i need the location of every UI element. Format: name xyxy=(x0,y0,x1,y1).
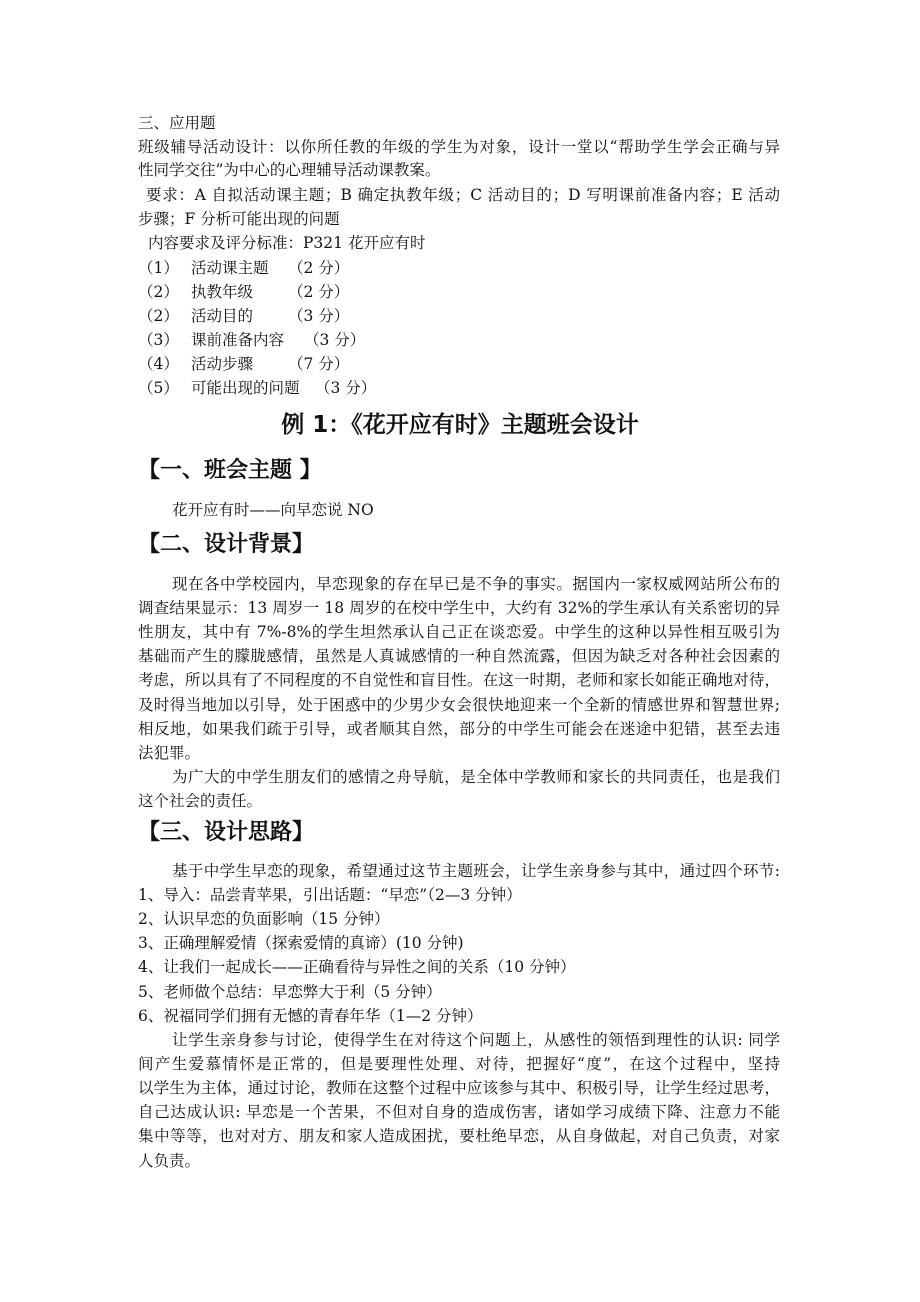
paragraph-line: 这个社会的责任。 xyxy=(138,792,263,810)
paragraph-line: 集中等等，也对对方、朋友和家人造成困扰，要杜绝早恋，从自身做起，对自己负责，对家 xyxy=(138,1127,780,1145)
score-item-label: 执教年级 xyxy=(191,283,254,301)
score-item-number: （3） xyxy=(138,331,179,349)
paragraph-line: 性朋友，其中有 7%-8%的学生坦然承认自己正在谈恋爱。中学生的这种以异性相互吸引为 xyxy=(138,623,780,641)
score-item-points: （7 分） xyxy=(288,355,350,373)
score-item-points: （3 分） xyxy=(288,307,350,325)
paragraph-line: 以学生为主体，通过讨论，教师在这整个过程中应该参与其中、积极引导，让学生经过思考， xyxy=(138,1079,780,1097)
score-item-label: 活动目的 xyxy=(191,307,254,325)
approach-heading: 【三、设计思路】 xyxy=(138,820,315,845)
score-item-label: 课前准备内容 xyxy=(191,331,285,349)
score-item-points: （2 分） xyxy=(288,259,350,277)
score-item xyxy=(138,258,349,278)
paragraph-line: 为广大的中学生朋友们的感情之舟导航，是全体中学教师和家长的共同责任，也是我们 xyxy=(172,768,780,786)
paragraph-line: 基础而产生的朦胧感情，虽然是人真诚感情的一种自然流露，但因为缺乏对各种社会因素的 xyxy=(138,647,780,665)
score-item xyxy=(138,330,365,350)
background-heading: 【二、设计背景】 xyxy=(138,532,315,557)
score-item xyxy=(138,282,349,302)
score-item-number: （2） xyxy=(138,307,179,325)
score-item-number: （4） xyxy=(138,355,179,373)
score-item-points: （3 分） xyxy=(315,379,377,397)
step-item: 5、老师做个总结：早恋弊大于利（5 分钟） xyxy=(138,983,442,1001)
paragraph-line: 及时得当地加以引导，处于困惑中的少男少女会很快地迎来一个全新的情感世界和智慧世界; xyxy=(138,696,780,714)
score-item-label: 可能出现的问题 xyxy=(191,379,300,397)
task-line-2: 性同学交往”为中心的心理辅导活动课教案。 xyxy=(138,161,441,179)
theme-text: 花开应有时——向早恋说 NO xyxy=(172,501,374,519)
step-item: 6、祝福同学们拥有无憾的青春年华（1—2 分钟） xyxy=(138,1007,483,1025)
step-item: 3、正确理解爱情（探索爱情的真谛）(10 分钟) xyxy=(138,934,464,952)
paragraph-line: 法犯罪。 xyxy=(138,744,201,762)
step-item: 1、导入：品尝青苹果，引出话题：“早恋”（2—3 分钟） xyxy=(138,886,522,904)
paragraph-line: 间产生爱慕情怀是正常的，但是要理性处理、对待，把握好“度”，在这个过程中，坚持 xyxy=(138,1055,780,1073)
requirements-line-1: 要求：A 自拟活动课主题；B 确定执教年级；C 活动目的；D 写明课前准备内容；E 活动 xyxy=(146,186,780,204)
step-item: 4、让我们一起成长——正确看待与异性之间的关系（10 分钟） xyxy=(138,958,576,976)
example-title: 例 1：《花开应有时》主题班会设计 xyxy=(281,412,639,438)
score-item-points: （3 分） xyxy=(304,331,366,349)
score-item-number: （1） xyxy=(138,259,179,277)
paragraph-line: 现在各中学校园内，早恋现象的存在早已是不争的事实。据国内一家权威网站所公布的 xyxy=(172,575,780,593)
score-item-label: 活动步骤 xyxy=(191,355,254,373)
score-item xyxy=(138,306,349,326)
score-item xyxy=(138,378,376,398)
approach-intro: 基于中学生早恋的现象，希望通过这节主题班会，让学生亲身参与其中，通过四个环节: xyxy=(172,862,780,880)
requirements-line-2: 步骤；F 分析可能出现的问题 xyxy=(138,210,340,228)
theme-heading: 【一、班会主题 】 xyxy=(138,458,322,483)
paragraph-line: 人负责。 xyxy=(138,1152,201,1170)
paragraph-line: 考虑，所以具有了不同程度的不自觉性和盲目性。在这一时期，老师和家长如能正确地对待， xyxy=(138,671,780,689)
criteria-line: 内容要求及评分标准：P321 花开应有时 xyxy=(148,234,426,252)
paragraph-line: 让学生亲身参与讨论，使得学生在对待这个问题上，从感性的领悟到理性的认识: 同学 xyxy=(172,1031,780,1049)
score-item-label: 活动课主题 xyxy=(191,259,269,277)
score-item xyxy=(138,354,349,374)
paragraph-line: 相反地，如果我们疏于引导，或者顺其自然，部分的中学生可能会在迷途中犯错，甚至去违 xyxy=(138,720,780,738)
task-line-1: 班级辅导活动设计：以你所任教的年级的学生为对象，设计一堂以“帮助学生学会正确与异 xyxy=(138,138,780,156)
section-title: 三、应用题 xyxy=(138,114,216,132)
score-item-points: （2 分） xyxy=(288,283,350,301)
score-item-number: （2） xyxy=(138,283,179,301)
score-item-number: （5） xyxy=(138,379,179,397)
paragraph-line: 调查结果显示：13 周岁一 18 周岁的在校中学生中，大约有 32%的学生承认有关系密切的异 xyxy=(138,599,780,617)
step-item: 2、认识早恋的负面影响（15 分钟） xyxy=(138,910,390,928)
paragraph-line: 自己达成认识: 早恋是一个苦果，不但对自身的造成伤害，诸如学习成绩下降、注意力不能 xyxy=(138,1103,780,1121)
